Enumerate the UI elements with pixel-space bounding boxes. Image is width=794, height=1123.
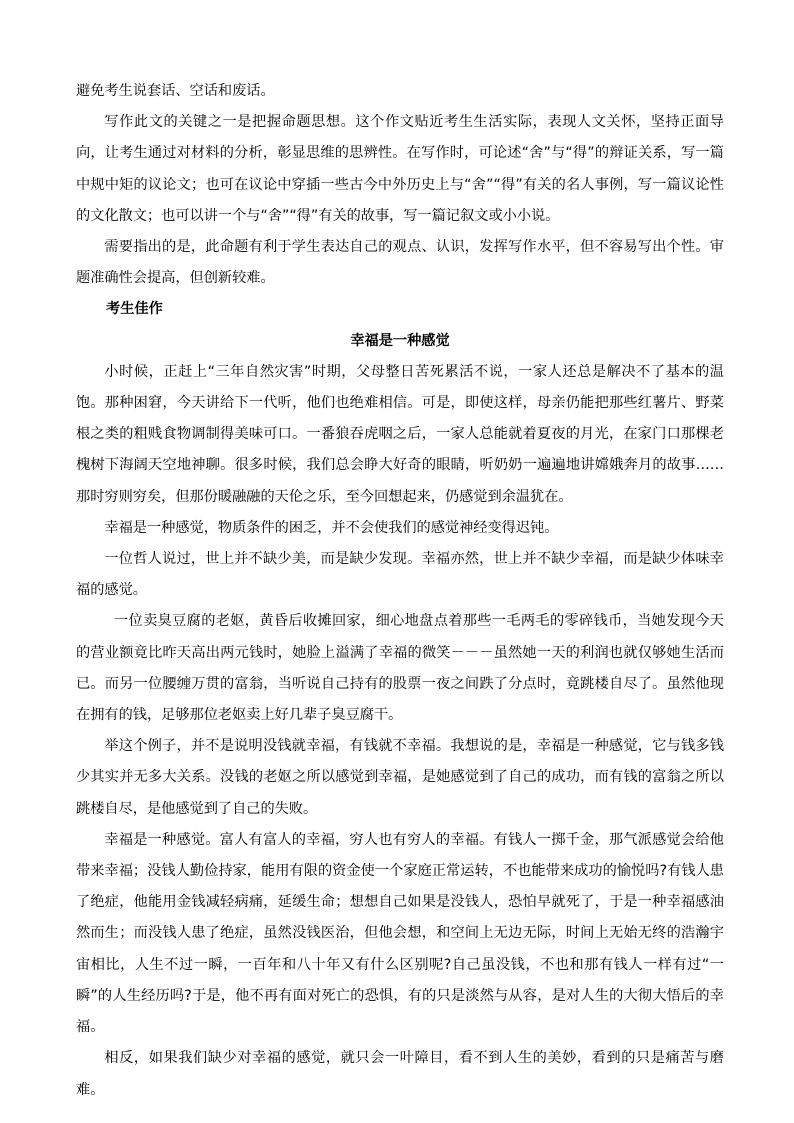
essay-paragraph-2: 幸福是一种感觉，物质条件的困乏，并不会使我们的感觉神经变得迟钝。 [104, 519, 559, 536]
essay-title: 幸福是一种感觉 [350, 332, 450, 349]
essay-paragraph-5: 举这个例子，并不是说明没钱就幸福，有钱就不幸福。我想说的是，幸福是一种感觉，它与钱多钱少其实并无多大关系。没钱的老妪之所以感觉到幸福，是她感觉到了自己的成功，而有钱的富翁之所以跳楼自尽，是他感觉到了自己的失败。 [76, 738, 724, 817]
analysis-paragraph-1: 写作此文的关键之一是把握命题思想。这个作文贴近考生生活实际，表现人文关怀，坚持正面导向，让考生通过对材料的分析，彰显思维的思辨性。在写作时，可论述“舍”与“得”的辩证关系，写一篇中规中矩的议论文；也可在议论中穿插一些古今中外历史上与“舍”“得”有关的名人事例，写一篇议论性的文化散文；也可以讲一个与“舍”“得”有关的故事，写一篇记叙文或小小说。 [76, 114, 724, 224]
lead-paragraph: 避免考生说套话、空话和废话。 [76, 83, 275, 99]
essay-paragraph-1: 小时候，正赶上“三年自然灾害”时期，父母整日苦死累活不说，一家人还总是解决不了基本的温饱。那种困窘，今天讲给下一代听，他们也绝难相信。可是，即使这样，母亲仍能把那些红薯片、野菜根之类的粗贱食物调制得美味可口。一番狼吞虎咽之后，一家人总能就着夏夜的月光，在家门口那棵老槐树下海阔天空地神聊。很多时候，我们总会睁大好奇的眼睛，听奶奶一遍遍地讲嫦娥奔月的故事……那时穷则穷矣，但那份暖融融的天伦之乐，至今回想起来，仍感觉到余温犹在。 [76, 363, 724, 505]
essay-paragraph-3: 一位哲人说过，世上并不缺少美，而是缺少发现。幸福亦然，世上并不缺少幸福，而是缺少体味幸福的感觉。 [76, 551, 724, 599]
document-page [76, 76, 724, 1106]
essay-paragraph-6: 幸福是一种感觉。富人有富人的幸福，穷人也有穷人的幸福。有钱人一掷千金，那气派感觉会给他带来幸福；没钱人勤俭持家，能用有限的资金使一个家庭正常运转，不也能带来成功的愉悦吗?有钱人患了绝症，他能用金钱减轻病痛，延缓生命；想想自己如果是没钱人，恐怕早就死了，于是一种幸福感油然而生；而没钱人患了绝症，虽然没钱医治，但他会想，和空间上无边无际，时间上无始无终的浩瀚宇宙相比，人生不过一瞬，一百年和八十年又有什么区别呢?自己虽没钱，不也和那有钱人一样有过“一瞬”的人生经历吗?于是，他不再有面对死亡的恐惧，有的只是淡然与从容，是对人生的大彻大悟后的幸福。 [76, 831, 724, 1036]
section-heading: 考生佳作 [106, 301, 163, 318]
essay-paragraph-7: 相反，如果我们缺少对幸福的感觉，就只会一叶障目，看不到人生的美妙，看到的只是痛苦与磨难。 [76, 1050, 724, 1098]
analysis-paragraph-2: 需要指出的是，此命题有利于学生表达自己的观点、认识，发挥写作水平，但不容易写出个性。审题准确性会提高，但创新较难。 [76, 239, 724, 287]
essay-paragraph-4: 一位卖臭豆腐的老妪，黄昏后收摊回家，细心地盘点着那些一毛两毛的零碎钱币，当她发现今天的营业额竟比昨天高出两元钱时，她脸上溢满了幸福的微笑－－－虽然她一天的利润也就仅够她生活而已。而另一位腰缠万贯的富翁，当听说自己持有的股票一夜之间跌了分点时，竟跳楼自尽了。虽然他现在拥有的钱，足够那位老妪卖上好几辈子臭豆腐干。 [76, 613, 724, 724]
